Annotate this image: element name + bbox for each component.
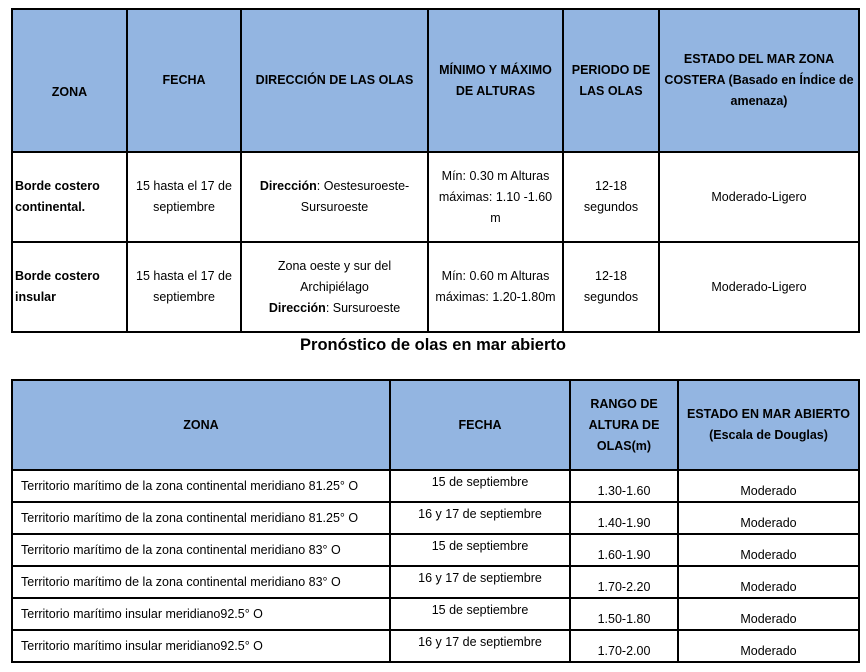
direction-value: : Sursuroeste	[325, 300, 401, 315]
table-row	[12, 598, 859, 630]
heights-cell: Mín: 0.60 m Alturas máximas: 1.20-1.80m	[428, 242, 563, 332]
section-title: Pronóstico de olas en mar abierto	[300, 336, 566, 354]
header-zona: ZONA	[12, 9, 127, 152]
table-row	[12, 566, 859, 598]
date-cell: 15 de septiembre	[390, 598, 570, 630]
state-cell: Moderado	[678, 502, 859, 534]
zone-cell: Territorio marítimo de la zona continental meridiano 83° O	[12, 534, 390, 566]
direction-label: Dirección	[268, 300, 326, 315]
date-cell: 16 y 17 de septiembre	[390, 566, 570, 598]
header-estado: ESTADO DEL MAR ZONA COSTERA (Basado en Índice de amenaza)	[659, 9, 859, 152]
header-estado: ESTADO EN MAR ABIERTO (Escala de Douglas)	[678, 380, 859, 470]
state-cell: Moderado	[678, 630, 859, 662]
table-row	[12, 470, 859, 502]
date-cell: 15 hasta el 17 de septiembre	[127, 242, 241, 332]
state-cell: Moderado-Ligero	[659, 242, 859, 332]
range-cell: 1.70-2.00	[570, 630, 678, 662]
direction-cell	[241, 242, 428, 332]
zone-cell: Borde costero insular	[12, 242, 127, 332]
direction-label: Dirección	[259, 179, 317, 193]
range-cell: 1.50-1.80	[570, 598, 678, 630]
state-cell: Moderado	[678, 566, 859, 598]
zone-cell: Territorio marítimo insular meridiano92.5° O	[12, 630, 390, 662]
header-direccion: DIRECCIÓN DE LAS OLAS	[241, 9, 428, 152]
zone-cell: Borde costero continental.	[12, 152, 127, 242]
range-cell: 1.40-1.90	[570, 502, 678, 534]
range-cell: 1.30-1.60	[570, 470, 678, 502]
coastal-forecast-table	[11, 8, 860, 333]
open-sea-forecast-table	[11, 379, 860, 663]
range-cell: 1.70-2.20	[570, 566, 678, 598]
date-cell: 16 y 17 de septiembre	[390, 630, 570, 662]
heights-cell: Mín: 0.30 m Alturas máximas: 1.10 -1.60 m	[428, 152, 563, 242]
zone-cell: Territorio marítimo de la zona continental meridiano 81.25° O	[12, 470, 390, 502]
table-row	[12, 502, 859, 534]
range-cell: 1.60-1.90	[570, 534, 678, 566]
state-cell: Moderado	[678, 598, 859, 630]
period-cell: 12-18 segundos	[563, 152, 659, 242]
date-cell: 16 y 17 de septiembre	[390, 502, 570, 534]
zone-cell: Territorio marítimo insular meridiano92.5° O	[12, 598, 390, 630]
period-cell: 12-18 segundos	[563, 242, 659, 332]
date-cell: 15 hasta el 17 de septiembre	[127, 152, 241, 242]
date-cell: 15 de septiembre	[390, 470, 570, 502]
zone-cell: Territorio marítimo de la zona continental meridiano 81.25° O	[12, 502, 390, 534]
state-cell: Moderado	[678, 534, 859, 566]
date-cell: 15 de septiembre	[390, 534, 570, 566]
table-row	[12, 152, 859, 242]
header-alturas: MÍNIMO Y MÁXIMO DE ALTURAS	[428, 9, 563, 152]
table-row	[12, 630, 859, 662]
header-periodo: PERIODO DE LAS OLAS	[563, 9, 659, 152]
table-row	[12, 534, 859, 566]
state-cell: Moderado	[678, 470, 859, 502]
header-fecha: FECHA	[127, 9, 241, 152]
direction-value: : Oestesuroeste-Sursuroeste	[300, 179, 410, 214]
zone-cell: Territorio marítimo de la zona continental meridiano 83° O	[12, 566, 390, 598]
header-zona: ZONA	[12, 380, 390, 470]
table-row	[12, 242, 859, 332]
header-row	[12, 9, 859, 152]
state-cell: Moderado-Ligero	[659, 152, 859, 242]
direction-prefix: Zona oeste y sur del Archipiélago	[277, 258, 392, 294]
header-rango: RANGO DE ALTURA DE OLAS(m)	[570, 380, 678, 470]
header-fecha: FECHA	[390, 380, 570, 470]
header-row	[12, 380, 859, 470]
direction-cell	[241, 152, 428, 242]
